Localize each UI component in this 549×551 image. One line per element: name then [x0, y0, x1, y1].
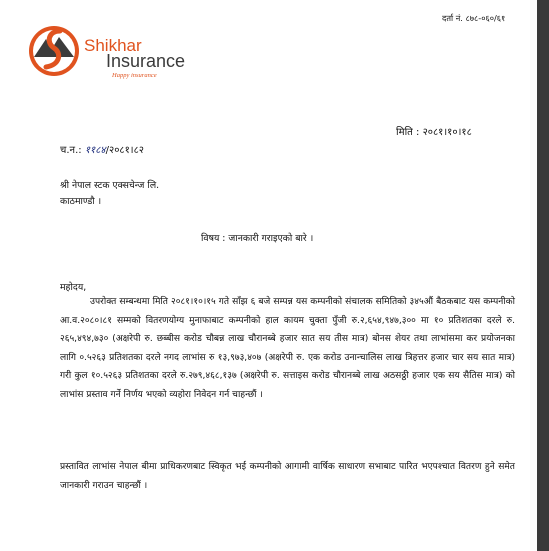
body-paragraph-1: उपरोक्त सम्बन्धमा मिति २०८१।१०।१५ गते साँझ ६ बजे सम्पन्न यस कम्पनीको संचालक समितिको ३४५औं बैठकबाट यस कम्पनीको आ.व.२०८०।८१ सम्मको वितरणयोग्य मुनाफाबाट कम्पनीको हाल कायम चुक्ता पुँजी रु.२,६५४,९४७,३०० मा १० प्रतिशतका दरले रु. २६५,४९४,७३० (अक्षरेपी रु. छब्बीस करोड चौबन्न लाख चौरानब्बे हजार सात सय तीस मात्र) बोनस शेयर तथा लाभांसमा कर प्रयोजनका लागि ०.५२६३ प्रतिशतका दरले नगद लाभांस रु १३,९७३,४०७ (अक्षरेपी रु. एक करोड उनान्चालिस लाख त्रिहत्तर हजार चार सय सात मात्र) गरी कुल १०.५२६३ प्रतिशतका दरले रु.२७९,४६८,१३७ (अक्षरेपी रु. सत्ताइस करोड चौरानब्बे लाख अठसठ्ठी हजार एक सय सैतिस मात्र) को लाभांस प्रस्ताव गर्ने निर्णय भएको व्यहोरा निवेदन गर्न चाहन्छौं । — [60, 297, 515, 400]
reference-number — [60, 142, 144, 156]
body-paragraph-2: प्रस्तावित लाभांस नेपाल बीमा प्राधिकरणबाट स्विकृत भई कम्पनीको आगामी वार्षिक साधारण सभाबाट पारित भएपश्चात वितरण हुने समेत जानकारी गराउन चाहन्छौं । — [60, 462, 515, 491]
shikhar-logo-icon — [26, 17, 194, 87]
recipient-city: काठमाण्डौ । — [60, 196, 102, 207]
letter-subject: विषय : जानकारी गराइएको बारे । — [201, 233, 314, 244]
reference-handwritten: ११८४ — [84, 145, 106, 156]
letter-date: मिति : २०८१।१०।१८ — [396, 127, 472, 138]
registration-number: दर्ता नं. ८७८-०६०/६१ — [442, 13, 506, 23]
logo-name-part1: Shikhar — [84, 36, 142, 55]
page-edge-border — [537, 0, 549, 551]
recipient-name: श्री नेपाल स्टक एक्सचेन्ज लि. — [60, 180, 160, 191]
logo-tagline: Happy insurance — [112, 72, 157, 79]
reference-suffix: /२०८१।८२ — [105, 145, 144, 156]
logo-name-part2: Insurance — [106, 51, 186, 71]
company-logo — [26, 17, 194, 87]
salutation: महोदय, — [60, 282, 87, 293]
reference-prefix: च.न.: — [60, 145, 82, 156]
